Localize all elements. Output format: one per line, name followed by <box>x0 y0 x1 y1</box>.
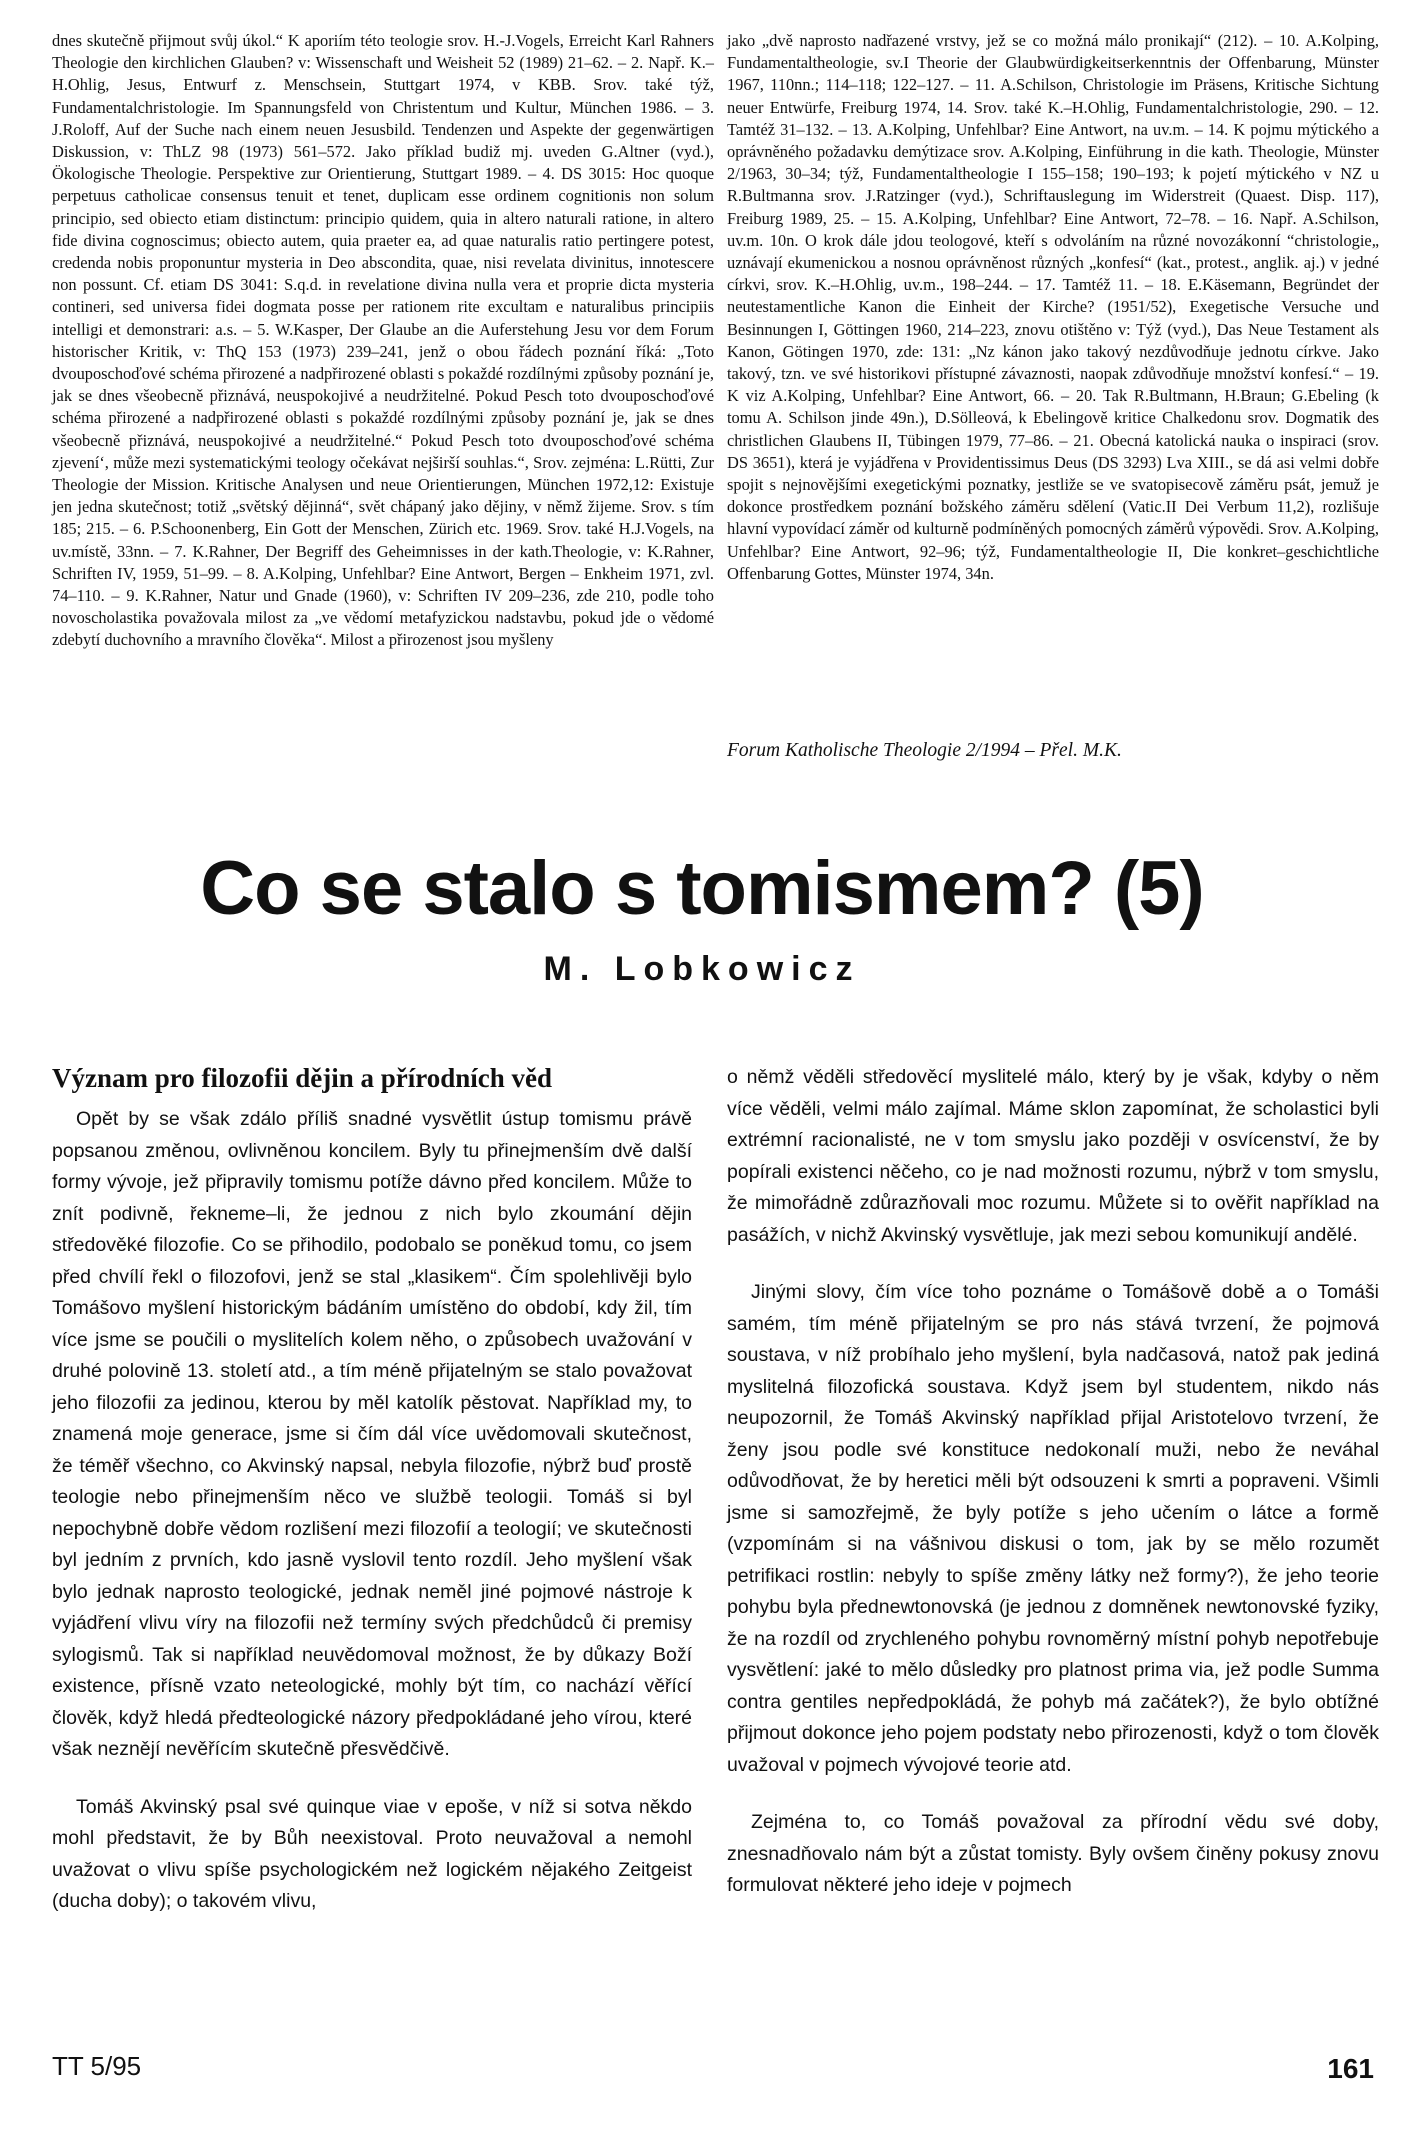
paragraph: Opět by se však zdálo příliš snadné vysvětlit ústup tomismu právě popsanou změnou, ovlivněnou koncilem. Byly tu přinejmenším dvě další formy vývoje, jež připravily tomismu potíže dávno před koncilem. Může to znít podivně, řekneme–li, že jednou z nich bylo zkoumání dějin středověké filozofie. Co se přihodilo, podobalo se poněkud tomu, co jsem před chvílí řekl o filozofovi, jenž se stal „klasikem“. Čím spolehlivěji bylo Tomášovo myšlení historickým bádáním umístěno do období, kdy žil, tím více jsme se poučili o myslitelích kolem něho, o způsobech uvažování v druhé polovině 13. století atd., a tím méně přijatelným se stalo považovat jeho filozofii za jedinou, kterou by měl katolík pěstovat. Například my, to znamená moje generace, jsme si čím dál více uvědomovali skutečnost, že téměř všechno, co Akvinský napsal, nebyla filozofie, nýbrž buď prostě teologie nebo přinejmenším něco ve službě teologii. Tomáš si byl nepochybně dobře vědom rozlišení mezi filozofií a teologií; ve skutečnosti byl jedním z prvních, kdo jasně vyslovil tento rozdíl. Jeho myšlení však bylo jednak naprosto teologické, jednak neměl jiné pojmové nástroje k vyjádření vlivu víry na filozofii než termíny svých předchůdců či premisy sylogismů. Tak si například neuvědomoval možnost, že by důkazy Boží existence, přísně vzato neteologické, mohly být tím, co nachází věřící člověk, když hledá předteologické názory předpokládané jeho vírou, které však neznějí nevěřícím skutečně přesvědčivě. <box>52 1108 692 1760</box>
article-title: Co se stalo s tomismem? (5) <box>200 846 1204 931</box>
paragraph: Tomáš Akvinský psal své quinque viae v epoše, v níž si sotva někdo mohl představit, že by Bůh neexistoval. Proto neuvažoval a nemohl uvažovat o vlivu spíše psychologickém než logickém nějakého Zeitgeist (ducha doby); o takovém vlivu, <box>52 1795 692 1912</box>
footnotes-text: dnes skutečně přijmout svůj úkol.“ K aporiím této teologie srov. H.-J.Vogels, Erreicht Karl Rahners Theologie den kirchlichen Glauben? v: Wissenschaft und Weisheit 52 (1989) 21–62. – 2. Např. K.–H.Ohlig, Jesus, Entwurf z. Menschsein, Stuttgart 1974, v KBB. Srov. také týž, Fundamentalchristologie. Im Spannungsfeld von Christentum und Kultur, München 1986. – 3. J.Roloff, Auf der Suche nach einem neuen Jesusbild. Tendenzen und Aspekte der gegenwärtigen Diskussion, v: ThLZ 98 (1973) 561–572. Jako příklad budiž mj. uveden G.Altner (vyd.), Ökologische Theologie. Perspektive zur Orientierung, Stuttgart 1989. – 4. DS 3015: Hoc quoque perpetuus catholicae consensus tenuit et tenet, duplicam esse ordinem cognitionis non solum principio, sed obiecto etiam distinctum: principio quidem, quia in altero naturali ratione, in altero fide divina cognoscimus; obiecto autem, quia praeter ea, ad quae naturalis ratio pertingere potest, credenda nobis proponuntur mysteria in Deo abscondita, quae, nisi revelata divinitus, innotescere non possunt. Cf. etiam DS 3041: S.q.d. in revelatione divina nulla vera et proprie dicta mysteria contineri, sed universa fidei dogmata posse per rationem rite excultam e naturalibus principiis intelligi et demonstrari: a.s. – 5. W.Kasper, Der Glaube an die Auferstehung Jesu vor dem Forum historischer Kritik, v: ThQ 153 (1973) 239–241, jenž o obou řádech poznání říká: „Toto dvouposchoďové schéma přirozené a nadpřirozené oblasti s pokaždé rozdílnými způsoby poznání je, jak se dnes všeobecně přiznává, neuspokojivé a neudržitelné. Pokud Pesch toto dvouposchoďové schéma přirozené a nadpřirozené oblasti s pokaždé rozdílnými způsoby poznání je, jak se dnes všeobecně přiznává, neuspokojivé a neudržitelné.“ Pokud Pesch toto dvouposchoďové schéma zjevení‘, může mezi systematickými teology očekávat nejširší souhlas.“, Srov. zejména: L.Rütti, Zur Theologie der Mission. Kritische Analysen und neue Orientierungen, München 1972,12: Existuje jen jedna skutečnost; totiž „světský dějinná“, svět chápaný jako dějiny, v němž žijeme. Srov. s tím 185; 215. – 6. P.Schoonenberg, Ein Gott der Menschen, Zürich etc. 1969. Srov. také H.J.Vogels, na uv.místě, 33nn. – 7. K.Rahner, Der Begriff des Geheimnisses in der kath.Theologie, v: K.Rahner, Schriften IV, 1959, 51–99. – 8. A.Kolping, Unfehlbar? Eine Antwort, Bergen – Enkheim 1971, zvl. 74–110. – 9. K.Rahner, Natur und Gnade (1960), v: Schriften IV 209–236, zde 210, podle toho novoscholastika považovala milost za „ve vědomí metafyzickou nadstavbu, pokud jde o vědomé zdebytí duchovního a mravního člověka“. Milost a přirozenost jsou myšleny <box>52 31 714 650</box>
section-heading: Význam pro filozofii dějin a přírodních věd <box>52 1063 553 1093</box>
paragraph: Jinými slovy, čím více toho poznáme o Tomášově době a o Tomáši samém, tím méně přijatelným se pro nás stává tvrzení, že pojmová soustava, v níž probíhalo jeho myšlení, byla nadčasová, natož pak jediná myslitelná filozofická soustava. Když jsem byl studentem, nikdo nás neupozornil, že Tomáš Akvinský například přijal Aristotelovo tvrzení, že ženy jsou podle své konstituce nedokonalí muži, nebo že neváhal odůvodňovat, že by heretici měli být odsouzeni k smrti a popraveni. Všimli jsme si samozřejmě, že byly potíže s jeho učením o látce a formě (vzpomínám si na vášnivou diskusi o tom, jak by se mělo rozumět petrifikaci rostlin: nebyly to spíše změny látky než formy?), že jeho teorie pohybu byla přednewtonovská (je jednou z domněnek newtonovské fyziky, že na rozdíl od zrychleného pohybu rovnoměrný místní pohyb nepotřebuje vysvětlení: jaké to mělo důsledky pro platnost prima via, jež podle Summa contra gentiles nepředpokládá, že pohyb má začátek?), že bylo obtížné přijmout dokonce jeho pojem podstaty nebo přirozenosti, když o tom člověk uvažoval v pojmech vývojové teorie atd. <box>727 1281 1379 1776</box>
footnotes-right-column <box>727 30 1379 585</box>
article-left-column <box>52 1062 692 1918</box>
footnotes-left-column <box>52 30 714 652</box>
paragraph: Zejména to, co Tomáš považoval za přírodní vědu své doby, znesnadňovalo nám být a zůstat tomisty. Byly ovšem činěny pokusy znovu formulovat některé jeho ideje v pojmech <box>727 1811 1379 1896</box>
translation-source: Forum Katholische Theologie 2/1994 – Přel. M.K. <box>727 740 1122 761</box>
article-right-column <box>727 1062 1379 1902</box>
article-author: M. Lobkowicz <box>543 950 861 988</box>
journal-issue: TT 5/95 <box>52 2051 142 2081</box>
paragraph: o němž věděli středověcí myslitelé málo, který by je však, kdyby o něm více věděli, velmi málo zajímal. Máme sklon zapomínat, že scholastici byli extrémní racionalisté, ne v tom smyslu jako později v osvícenství, že by popírali existenci něčeho, co je nad možnosti rozumu, nýbrž v tom smyslu, že mimořádně zdůrazňovali moc rozumu. Můžete si to ověřit například na pasážích, v nichž Akvinský vysvětluje, jak mezi sebou komunikují andělé. <box>727 1066 1379 1246</box>
page-number: 161 <box>1327 2053 1374 2084</box>
footnotes-text: jako „dvě naprosto nadřazené vrstvy, jež se co možná málo pronikají“ (212). – 10. A.Kolping, Fundamentaltheologie, sv.I Theorie der Glaubwürdigkeitserkenntnis der Offenbarung, Münster 1967, 110nn.; 114–118; 122–127. – 11. A.Schilson, Christologie im Präsens, Kritische Sichtung neuer Entwürfe, Freiburg 1974, 14. Srov. také K.–H.Ohlig, Fundamentalchristologie, 290. – 12. Tamtéž 31–132. – 13. A.Kolping, Unfehlbar? Eine Antwort, na uv.m. – 14. K pojmu mýtického a oprávněného požadavku demýtizace srov. A.Kolping, Einführung in die kath. Theologie, Münster 2/1963, 30–34; týž, Fundamentaltheologie I 155–158; 190–193; k pojetí mýtického v NZ u R.Bultmanna srov. J.Ratzinger (vyd.), Schriftauslegung im Widerstreit (Quaest. Disp. 117), Freiburg 1989, 25. – 15. A.Kolping, Unfehlbar? Eine Antwort, 72–78. – 16. Např. A.Schilson, uv.m. 10n. O krok dále jdou teologové, kteří s odvoláním na různé novozákonní “christologie„ uznávají ekumenickou a nosnou oprávněnost různých „konfesí“ (kat., protest., anglik. aj.) v jedné církvi, srov. K.–H.Ohlig, uv.m., 198–244. – 17. Tamtéž 11. – 18. E.Käsemann, Begründet der neutestamentliche Kanon die Einheit der Kirche? (1951/52), Exegetische Versuche und Besinnungen I, Göttingen 1960, 214–223, znovu otištěno v: Týž (vyd.), Das Neue Testament als Kanon, Götingen 1970, zde: 131: „Nz kánon jako takový nezdůvodňuje jednotu církve. Jako takový, tzn. ve své historikovi přístupné závaznosti, naopak zdůvodňuje množství konfesí.“ – 19. K viz A.Kolping, Unfehlbar? Eine Antwort, 66. – 20. Tak R.Bultmann, H.Braun; G.Ebeling (k tomu A. Schilson jinde 49n.), D.Sölleová, k Ebelingově kritice Chalkedonu srov. Dogmatik des christlichen Glaubens II, Tübingen 1979, 77–86. – 21. Obecná katolická nauka o inspiraci (srov. DS 3651), která je vyjádřena v Providentissimus Deus (DS 3293) Lva XIII., se dá asi velmi dobře spojit s nejnovějšími exegetickými poznatky, jestliže se ve svatopisecově záměru psát, jemuž je dokonce prostředkem poznání božského záměru sdělení (Vatic.II Dei Verbum 11,2), rozlišuje hlavní vypovídací záměr od kulturně podmíněných pomocných záměrů výpovědi. Srov. A.Kolping, Unfehlbar? Eine Antwort, 92–96; týž, Fundamentaltheologie II, Die konkret–geschichtliche Offenbarung Gottes, Münster 1974, 34n. <box>727 31 1379 583</box>
